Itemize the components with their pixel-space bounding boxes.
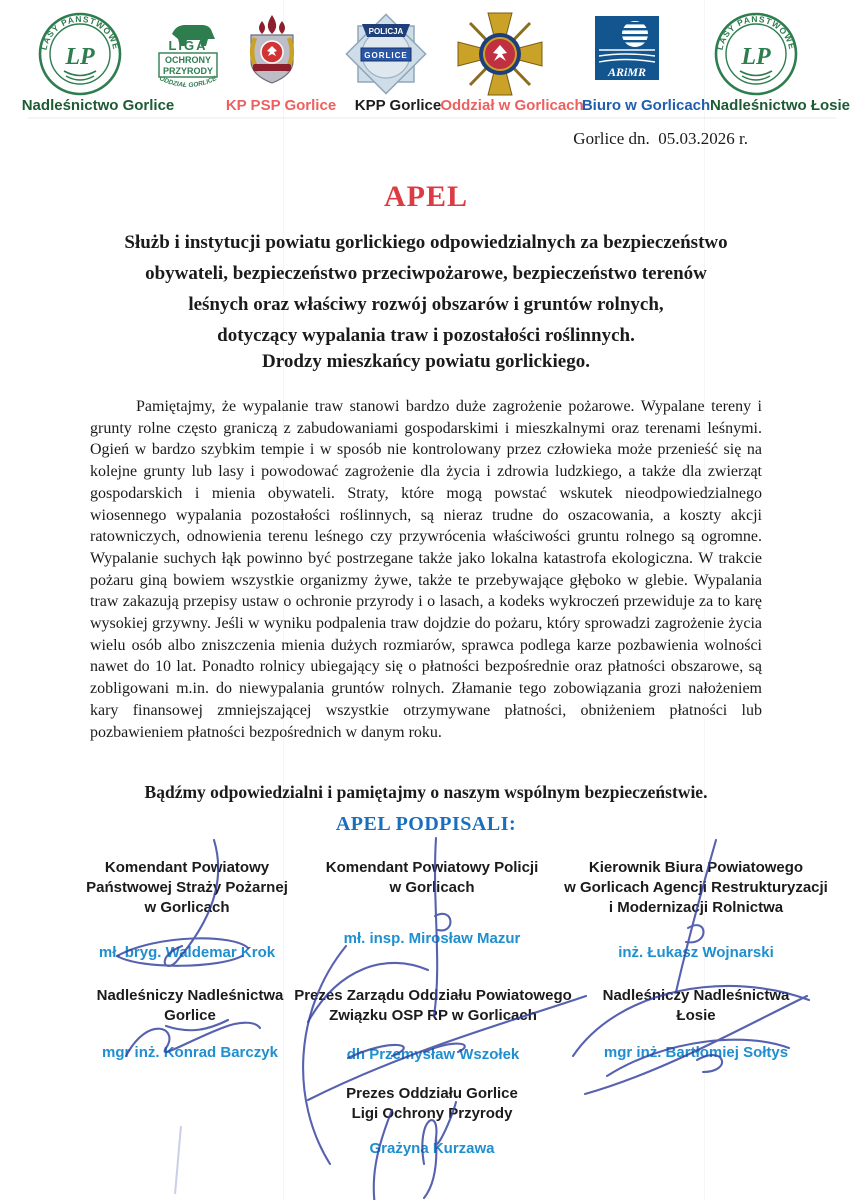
body-paragraph: Pamiętajmy, że wypalanie traw stanowi bardzo duże zagrożenie pożarowe. Wypalane tereny i grunty rolne często graniczą z zabudowaniami gospodarskimi i mieszkalnymi oraz terenami leśnymi. Ogień w bardzo szybkim tempie i w sposób nie kontrolowany przez człowieka może przenieść się na kolejne grunty lub lasy i powodować zagrożenie dla życia i zdrowia ludzkiego, a także dla zwierząt gospodarskich i mienia obywateli. Straty, które mogą powstać wskutek nieodpowiedzialnego wiosennego wypalania pozostałości roślinnych, są nieraz trudne do oszacowania, a koszty akcji ratowniczych, odnowienia terenu leśnego czy przywrócenia właściwości gruntu rolnego są ogromne. Wypalanie suchych łąk powinno być postrzegane także jako lokalna katastrofa ekologiczna. W trakcie pożaru giną bowiem wszystkie organizmy żywe, także te przebywające głęboko w glebie. Wypalania traw zakazują przepisy ustaw o ochronie przyrody i o lasach, a kodeks wykroczeń przewiduje za to karę wysokiej grzywny. Jeśli w wyniku podpalenia traw dojdzie do pożaru, który sprowadzi zagrożenie życia wielu osób albo zniszczenia mienia dużych rozmiarów, sprawca podlega karze pozbawienia wolności nawet do 10 lat. Ponadto rolnicy ubiegający się o płatności bezpośrednie oraz płatności obszarowe, są zobligowani m.in. do niewypalania gruntów rolnych. Złamanie tego zobowiązania grozi nałożeniem kary finansowej zmniejszającej wszystkie otrzymywane płatności, obniżeniem płatności lub pozbawieniem płatności bezpośrednich w danym roku. — [90, 398, 762, 741]
signature-title-line: Nadleśniczy Nadleśnictwa — [602, 987, 790, 1004]
svg-text:LASY PAŃSTWOWE: LASY PAŃSTWOWE — [714, 13, 798, 51]
signature-title-line: Komendant Powiatowy — [104, 859, 270, 876]
lasy-panstwowe-logo-icon — [38, 12, 122, 96]
signature-block-arimr-head — [556, 858, 836, 961]
signature-title-line: w Gorlicach — [144, 899, 230, 916]
policja-star-badge-icon — [343, 12, 429, 96]
svg-text:ARiMR: ARiMR — [607, 65, 647, 79]
svg-text:LP: LP — [65, 44, 95, 70]
logo-caption-kp-psp: KP PSP Gorlice — [225, 97, 337, 114]
stray-ink-mark — [174, 1126, 182, 1194]
lasy-panstwowe-losie-logo-icon — [714, 12, 798, 96]
signature-name: mł. insp. Mirosław Mazur — [343, 930, 521, 947]
signature-block-lop-president — [312, 1084, 552, 1157]
signature-name: mgr inż. Bartłomiej Sołtys — [603, 1044, 789, 1061]
signed-heading: APEL PODPISALI: — [335, 813, 517, 835]
logo-caption-arimr: Biuro w Gorlicach — [581, 97, 711, 114]
svg-text:LIGA: LIGA — [168, 38, 208, 53]
svg-text:LP: LP — [741, 44, 771, 70]
signature-title-line: Gorlice — [164, 1007, 216, 1024]
signature-title-line: w Gorlicach — [389, 879, 475, 896]
signature-title-line: Ligi Ochrony Przyrody — [351, 1105, 513, 1122]
signature-block-forester-losie — [576, 986, 816, 1061]
signature-name: Grażyna Kurzawa — [369, 1140, 495, 1157]
signature-ink-icon — [272, 940, 592, 1200]
logo-caption-kpp: KPP Gorlice — [354, 97, 442, 114]
signature-name: dh Przemysław Wszołek — [346, 1046, 520, 1063]
intro-line: Służb i instytucji powiatu gorlickiego odpowiedzialnych za bezpieczeństwo — [124, 232, 728, 253]
signature-title-line: Prezes Oddziału Gorlice — [346, 1085, 518, 1102]
signature-name: inż. Łukasz Wojnarski — [618, 944, 774, 961]
signature-block-osp-president — [288, 986, 578, 1063]
svg-text:ODDZIAŁ GORLICE: ODDZIAŁ GORLICE — [158, 75, 218, 90]
logo-caption-nadlesnictwo-gorlice: Nadleśnictwo Gorlice — [21, 97, 175, 114]
signature-block-police-commander — [302, 858, 562, 947]
signature-title-line: Prezes Zarządu Oddziału Powiatowego — [294, 987, 572, 1004]
signature-title-line: Łosie — [676, 1007, 716, 1024]
svg-text:OCHRONY: OCHRONY — [164, 55, 212, 65]
intro-line: dotyczący wypalania traw i pozostałości roślinnych. — [217, 325, 635, 346]
svg-text:LASY PAŃSTWOWE: LASY PAŃSTWOWE — [38, 13, 122, 51]
signature-name: mgr inż. Konrad Barczyk — [102, 1044, 278, 1061]
logo-caption-nadlesnictwo-losie: Nadleśnictwo Łosie — [709, 97, 851, 114]
signature-title-line: i Modernizacji Rolnictwa — [608, 899, 784, 916]
date-line: Gorlice dn. 05.03.2026 r. — [573, 129, 748, 148]
svg-text:POLICJA: POLICJA — [368, 27, 404, 36]
signature-title-line: Kierownik Biura Powiatowego — [588, 859, 804, 876]
intro-line: obywateli, bezpieczeństwo przeciwpożarowe, bezpieczeństwo terenów — [145, 263, 707, 284]
svg-text:PRZYRODY: PRZYRODY — [162, 66, 214, 76]
signature-title-line: Związku OSP RP w Gorlicach — [329, 1007, 537, 1024]
liga-ochrony-przyrody-logo-icon — [142, 14, 232, 96]
svg-text:GORLICE: GORLICE — [364, 51, 408, 60]
signature-title-line: Komendant Powiatowy Policji — [325, 859, 539, 876]
logo-caption-osp: Oddział w Gorlicach — [440, 97, 584, 114]
intro-statement — [40, 227, 812, 351]
signature-block-forester-gorlice — [70, 986, 310, 1061]
osp-cross-badge-icon — [457, 12, 543, 96]
scan-artifact-line — [28, 117, 836, 119]
psp-fire-brigade-badge-icon — [241, 15, 303, 95]
signature-name: mł. bryg. Waldemar Krok — [98, 944, 276, 961]
signature-title-line: w Gorlicach Agencji Restrukturyzacji — [564, 879, 828, 896]
intro-line: leśnych oraz właściwy rozwój obszarów i gruntów rolnych, — [188, 294, 664, 315]
arimr-logo-icon — [595, 16, 659, 92]
signature-block-psp-commander — [62, 858, 312, 961]
salutation: Drodzy mieszkańcy powiatu gorlickiego. — [262, 351, 590, 372]
signature-title-line: Nadleśniczy Nadleśnictwa — [96, 987, 284, 1004]
closing-line: Bądźmy odpowiedzialni i pamiętajmy o naszym wspólnym bezpieczeństwie. — [144, 782, 708, 802]
signature-ink-icon — [571, 952, 821, 1122]
signature-title-line: Państwowej Straży Pożarnej — [86, 879, 288, 896]
page-title: APEL — [383, 180, 468, 213]
